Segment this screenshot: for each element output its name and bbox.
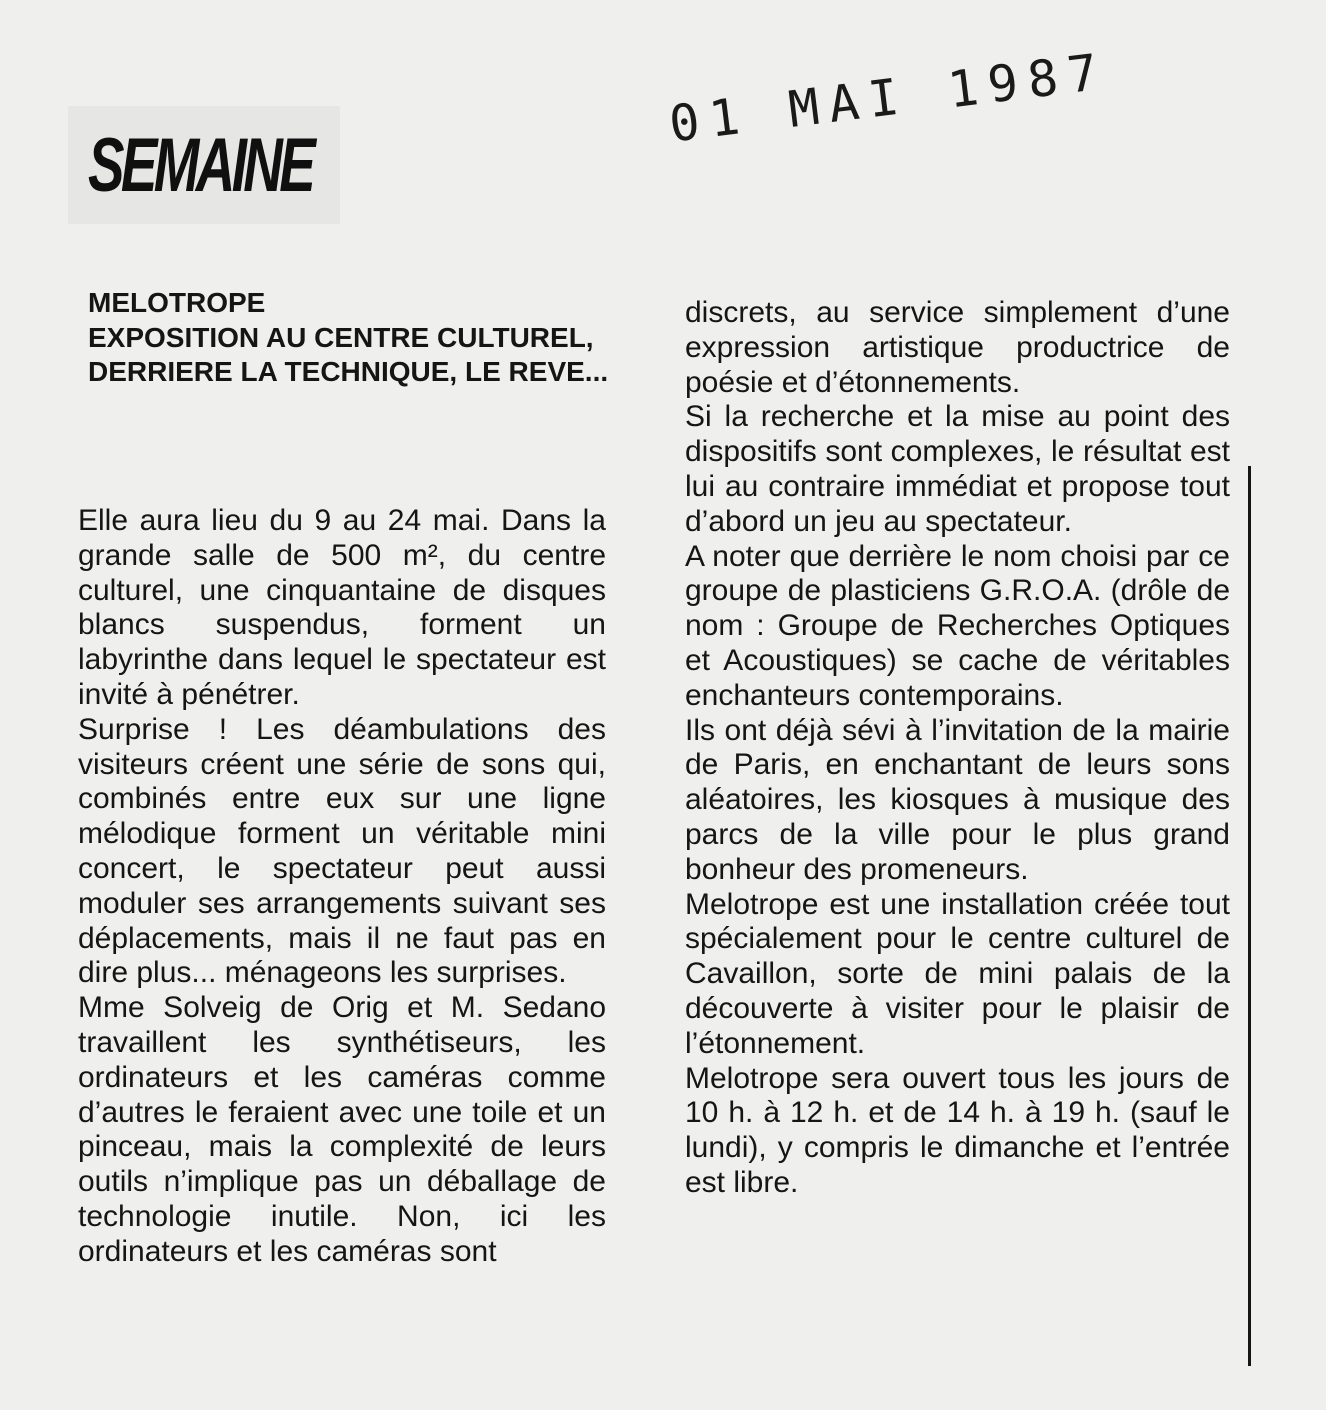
paragraph-groa: A noter que derrière le nom choisi par ce groupe de plasticiens G.R.O.A. (drôle de nom : Groupe de Recherches Optiques et Acoustiques) se cache de véritables enchanteurs contemporains. xyxy=(685,539,1230,712)
headline-line-3: DERRIERE LA TECHNIQUE, LE REVE... xyxy=(88,356,609,387)
article-column-left xyxy=(78,504,606,1270)
paragraph-cavaillon: Melotrope est une installation créée tout spécialement pour le centre culturel de Cavaillon, sorte de mini palais de la découverte à visiter pour le plaisir de l’étonnement. xyxy=(685,887,1230,1060)
paragraph-surprise: Surprise ! Les déambulations des visiteurs créent une série de sons qui, combinés entre eux sur une ligne mélodique forment un véritable mini concert, le spectateur peut aussi moduler ses arrangements suivant ses déplacements, mais il ne faut pas en dire plus... ménageons les surprises. xyxy=(78,712,606,990)
paragraph-artists-continued: discrets, au service simplement d’une expression artistique productrice de poésie et d’étonnements. xyxy=(685,296,1230,399)
article-headline xyxy=(88,286,618,390)
paragraph-intro: Elle aura lieu du 9 au 24 mai. Dans la grande salle de 500 m², du centre culturel, une cinquantaine de disques blancs suspendus, forment un labyrinthe dans lequel le spectateur est invité à pénétrer. xyxy=(78,504,606,711)
paragraph-result: Si la recherche et la mise au point des dispositifs sont complexes, le résultat est lui au contraire immédiat et propose tout d’abord un jeu au spectateur. xyxy=(685,400,1230,538)
masthead-logo: SEMAINE xyxy=(88,123,313,208)
paragraph-hours: Melotrope sera ouvert tous les jours de 10 h. à 12 h. et de 14 h. à 19 h. (sauf le lundi), y compris le dimanche et l’entrée est libre. xyxy=(685,1061,1230,1199)
article-column-right xyxy=(685,296,1230,1201)
headline-line-1: MELOTROPE xyxy=(88,287,266,318)
headline-line-2: EXPOSITION AU CENTRE CULTUREL, xyxy=(88,321,594,353)
paragraph-artists: Mme Solveig de Orig et M. Sedano travaillent les synthétiseurs, les ordinateurs et les caméras comme d’autres le feraient avec une toile et un pinceau, mais la complexité de leurs outils n’implique pas un déballage de technologie inutile. Non, ici les ordinateurs et les caméras sont xyxy=(78,991,606,1268)
column-rule xyxy=(1248,466,1251,1366)
paragraph-paris: Ils ont déjà sévi à l’invitation de la mairie de Paris, en enchantant de leurs sons aléatoires, les kiosques à musique des parcs de la ville pour le plus grand bonheur des promeneurs. xyxy=(685,713,1230,886)
date-stamp: 01 MAI 1987 xyxy=(666,42,1111,154)
